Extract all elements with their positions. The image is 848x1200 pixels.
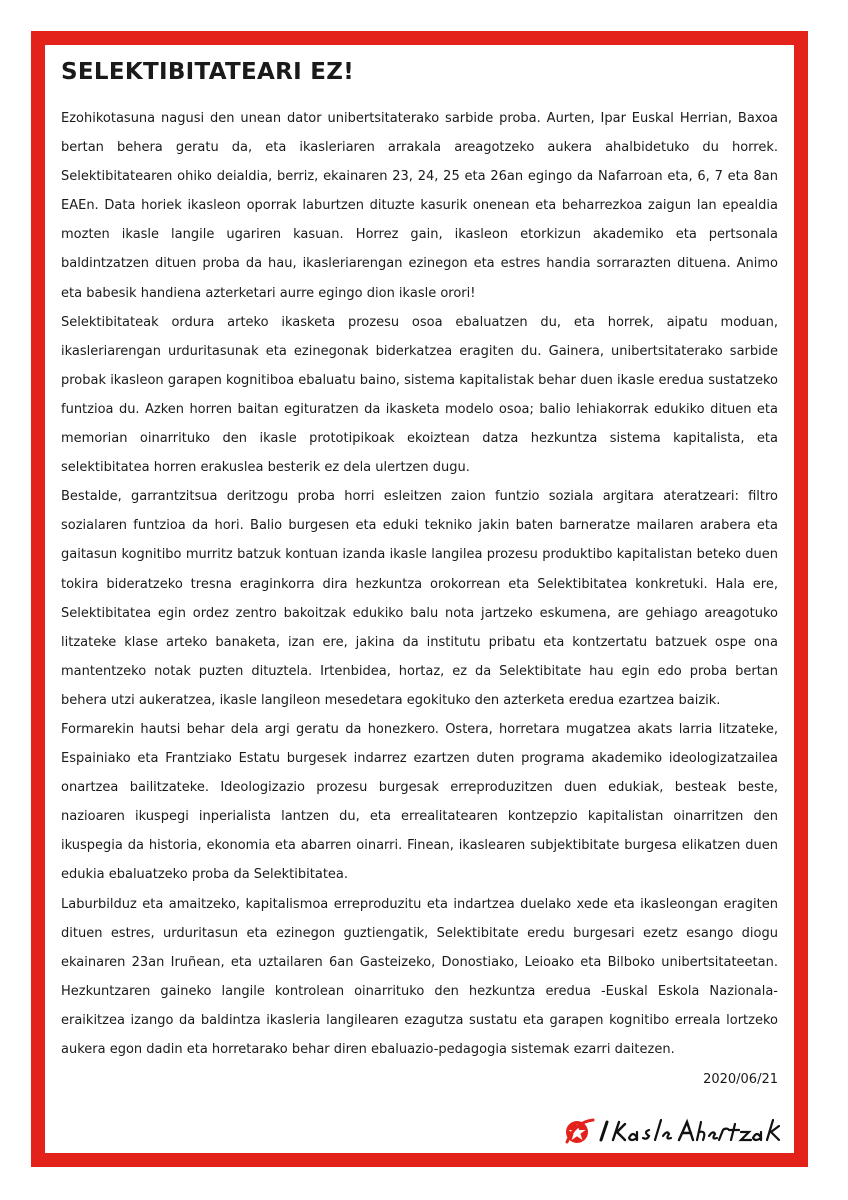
star-circle-logo-icon: [563, 1112, 781, 1148]
paragraph-5: Laburbilduz eta amaitzeko, kapitalismoa erreproduzitu eta indartzea duelako xede eta ikasleongan eragiten dituen estres, urduritasun eta ezinegon guztiengatik, Selektibitate eredu burgesari ezetz esango diogu ekainaren 23an Iruñean, eta uztailaren 6an Gasteizeko, Donostiako, Leioako eta Bilboko unibertsitateetan. Hezkuntzaren gaineko langile kontrolean oinarrituko den hezkuntza eredua -Euskal Eskola Nazionala- eraikitzea izango da baldintza ikasleria langilearen ezagutza sustatu eta garapen kognitibo erreala lortzeko aukera egon dadin eta horretarako behar diren ebaluazio-pedagogia sistemak ezarri daitezen.: [61, 896, 778, 1057]
paragraph-1: Ezohikotasuna nagusi den unean dator unibertsitaterako sarbide proba. Aurten, Ipar Euskal Herrian, Baxoa bertan behera geratu da, eta ikasleriaren arrakala areagotzeko aukera ahalbidetuko du horrek. Selektibitatearen ohiko deialdia, berriz, ekainaren 23, 24, 25 eta 26an egingo da Nafarroan eta, 6, 7 eta 8an EAEn. Data horiek ikasleon oporrak laburtzen dituzte kasurik onenean eta beharrezkoa zaigun lan epealdia mozten ikasle langile ugariren kasuan. Horrez gain, ikasleon etorkizun akademiko eta pertsonala baldintzatzen dituen proba da hau, ikasleriarengan ezinegon eta estres handia sorrarazten dituena. Animo eta babesik handiena azterketari aurre egingo dion ikasle orori!: [61, 111, 778, 301]
paragraph-3: Bestalde, garrantzitsua deritzogu proba horri esleitzen zaion funtzio soziala argitara ateratzeari: filtro sozialaren funtzioa da hori. Balio burgesen eta eduki tekniko jakin baten barneratze mailaren arabera eta gaitasun kognitibo murritz batzuk kontuan izanda ikasle langilea prozesu produktibo kapitalistan beteko duen tokira bideratzeko tresna eraginkorra dira hezkuntza orokorrean eta Selektibitatea konkretuki. Hala ere, Selektibitatea egin ordez zentro bakoitzak edukiko balu nota jartzeko eskumena, are gehiago areagotuko litzateke klase arteko banaketa, izan ere, jakina da institutu pribatu eta kontzertatu batzuek ospe ona mantentzeko notak puzten dituztela. Irtenbidea, hortaz, ez da Selektibitate hau egin edo proba bertan behera utzi aukeratzea, ikasle langileon mesedetara egokituko den azterketa eredua ezartzea baizik.: [61, 489, 778, 708]
document-date: 2020/06/21: [703, 1072, 778, 1087]
signature-logo: [563, 1112, 781, 1148]
document-title: SELEKTIBITATEARI EZ!: [61, 59, 355, 85]
paragraph-4: Formarekin hautsi behar dela argi geratu da honezkero. Ostera, horretara mugatzea akats larria litzateke, Espainiako eta Frantziako Estatu burgesek indarrez ezartzen duten programa akademiko ideologizatzailea onartzea bailitzateke. Ideologizazio prozesu burgesak erreproduzitzen duen edukiak, besteak beste, nazioaren ikuspegi inperialista lantzen du, eta errealitatearen kontzepzio kapitalistan oinarritzen den ikuspegia da historia, ekonomia eta abarren oinarri. Finean, ikaslearen subjektibitate burgesa elikatzen duen edukia ebaluatzeko proba da Selektibitatea.: [61, 721, 778, 883]
document-body: [61, 104, 778, 1064]
paragraph-2: Selektibitateak ordura arteko ikasketa prozesu osoa ebaluatzen du, eta horrek, aipatu moduan, ikasleriarengan urduritasunak eta ezinegonak biderkatzea eragiten du. Gainera, unibertsitaterako sarbide probak ikasleon garapen kognitiboa ebaluatu baino, sistema kapitalistak behar duen ikasle eredua sustatzeko funtzioa du. Azken horren baitan egituratzen da ikasketa modelo osoa; balio lehiakorrak edukiko dituen eta memorian oinarrituko den ikasle prototipikoak ekoiztean datza hezkuntza sistema kapitalista, eta selektibitatea horren erakuslea besterik ez dela ulertzen dugu.: [61, 314, 778, 476]
